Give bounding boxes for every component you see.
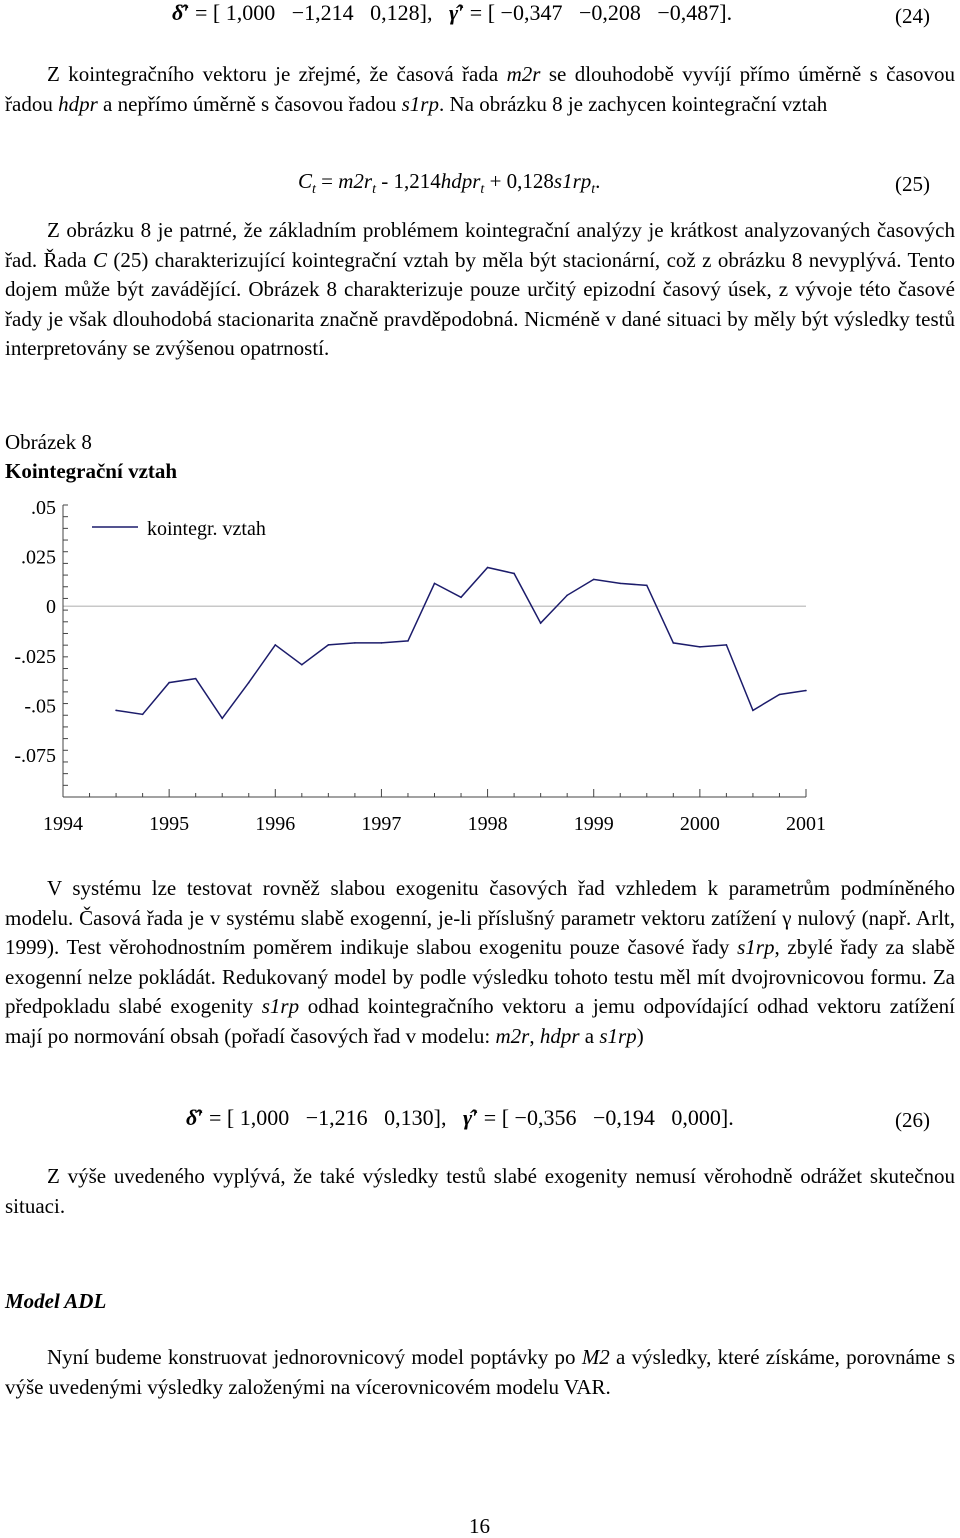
chart-legend	[92, 518, 266, 540]
equation-25-number: (25)	[895, 172, 930, 196]
series-point	[168, 682, 170, 684]
cointegration-chart	[0, 490, 960, 850]
series-point	[354, 642, 356, 644]
delta-symbol: δ̂′	[186, 1105, 204, 1130]
series-line	[116, 568, 806, 719]
x-tick-label: 1996	[255, 813, 296, 835]
x-tick-label: 1995	[149, 813, 190, 835]
series-point	[115, 710, 117, 712]
y-tick-label: 0	[46, 596, 56, 619]
series-point	[699, 646, 701, 648]
series-point	[460, 596, 462, 598]
y-tick-label: -.075	[14, 745, 56, 767]
series-point	[407, 640, 409, 642]
x-axis	[43, 789, 826, 835]
y-tick-label: .05	[31, 497, 56, 519]
equation-24-number: (24)	[895, 4, 930, 28]
series-point	[221, 717, 223, 719]
eq26-gamma-v1: −0,356	[514, 1105, 577, 1130]
eq24-gamma-v3: −0,487	[657, 0, 720, 25]
series-point	[673, 642, 675, 644]
figure-label: Obrázek 8	[5, 430, 92, 454]
series-point	[726, 644, 728, 646]
eq24-delta-v1: 1,000	[225, 0, 276, 25]
series-point	[593, 579, 595, 581]
series-point	[752, 710, 754, 712]
series-point	[195, 678, 197, 680]
gamma-symbol: γ̂′	[448, 0, 465, 25]
series-point	[301, 664, 303, 666]
equation-24: δ̂′ = [ 1,000 −1,214 0,128], γ̂′ = [ −0,347 −0,208 −0,487].	[172, 0, 733, 25]
eq26-gamma-v2: −0,194	[592, 1105, 655, 1130]
eq24-gamma-v1: −0,347	[500, 0, 563, 25]
x-tick-label: 1997	[361, 813, 402, 835]
legend-label: kointegr. vztah	[147, 518, 266, 540]
y-tick-label: -.025	[14, 645, 56, 668]
y-tick-label: -.05	[24, 695, 56, 718]
paragraph-4: Z výše uvedeného vyplývá, že také výsledky testů slabé exogenity nemusí věrohodně odrážet skutečnou situaci.	[5, 1164, 955, 1218]
series-point	[328, 644, 330, 646]
equation-26: δ̂′ = [ 1,000 −1,216 0,130], γ̂′ = [ −0,356 −0,194 0,000].	[186, 1105, 734, 1130]
series-point	[248, 682, 250, 684]
eq24-gamma-v2: −0,208	[578, 0, 641, 25]
series-point	[805, 690, 807, 692]
paragraph-1: Z kointegračního vektoru je zřejmé, že časová řada m2r se dlouhodobě vyvíjí přímo úměrně s časovou řadou hdpr a nepřímo úměrně s časovou řadou s1rp. Na obrázku 8 je zachycen kointegrační vztah	[5, 62, 955, 116]
series-point	[566, 594, 568, 596]
x-tick-label: 2001	[786, 813, 826, 835]
figure-title: Kointegrační vztah	[5, 459, 178, 483]
gamma-symbol: γ̂′	[462, 1105, 479, 1130]
eq24-delta-v2: −1,214	[291, 0, 354, 25]
equation-26-number: (26)	[895, 1108, 930, 1132]
x-tick-label: 2000	[679, 813, 720, 835]
series-point	[646, 585, 648, 587]
series-point	[434, 583, 436, 585]
eq24-delta-v3: 0,128	[370, 0, 420, 25]
series-group	[115, 567, 807, 719]
series-point	[619, 583, 621, 585]
paragraph-5: Nyní budeme konstruovat jednorovnicový model poptávky po M2 a výsledky, které získáme, porovnáme s výše uvedenými výsledky založenými na vícerovnicovém modelu VAR.	[5, 1345, 955, 1399]
series-point	[274, 644, 276, 646]
paragraph-2: Z obrázku 8 je patrné, že základním problémem kointegrační analýzy je krátkost analyzovaných časových řad. Řada C (25) charakterizující kointegrační vztah by měla být stacionární, což z obrázku 8 nevyplývá. Tento dojem může být zavádějící. Obrázek 8 charakterizuje pouze určitý epizodní časový úsek, z vývoje této časové řady je však dlouhodobá stacionarita značně pravděpodobná. Nicméně v dané situaci by měly být výsledky testů interpretovány se zvýšenou opatrností.	[5, 218, 955, 360]
series-point	[779, 694, 781, 696]
series-point	[487, 567, 489, 569]
y-tick-label: .025	[21, 546, 56, 569]
x-tick-label: 1994	[43, 813, 83, 835]
delta-symbol: δ̂′	[172, 0, 190, 25]
eq26-gamma-v3: 0,000	[671, 1105, 721, 1130]
eq26-delta-v3: 0,130	[384, 1105, 434, 1130]
series-point	[540, 622, 542, 624]
y-axis	[14, 497, 68, 797]
eq26-delta-v2: −1,216	[305, 1105, 368, 1130]
page-number: 16	[469, 1514, 490, 1538]
series-point	[142, 714, 144, 716]
x-tick-label: 1999	[573, 813, 614, 835]
paragraph-3: V systému lze testovat rovněž slabou exogenitu časových řad vzhledem k parametrům podmíněného modelu. Časová řada je v systému slabě exogenní, je-li příslušný parametr vektoru zatížení γ nulový (např. Arlt, 1999). Test věrohodnostním poměrem indikuje slabou exogenitu pouze časové řady s1rp, zbylé řady za slabě exogenní nelze pokládát. Redukovaný model by podle výsledku tohoto testu měl mít dvojrovnicovou formu. Za předpokladu slabé exogenity s1rp odhad kointegračního vektoru a jemu odpovídající odhad vektoru zatížení mají po normování obsah (pořadí časových řad v modelu: m2r, hdpr a s1rp)	[5, 876, 955, 1048]
section-heading: Model ADL	[5, 1289, 107, 1313]
series-point	[513, 573, 515, 575]
equation-25: $C_t = m2r_t$ - 1,214hdpr$_t$ + $0,128s1rp_t$.	[298, 169, 601, 198]
x-tick-label: 1998	[467, 813, 508, 835]
series-point	[381, 642, 383, 644]
eq26-delta-v1: 1,000	[239, 1105, 290, 1130]
